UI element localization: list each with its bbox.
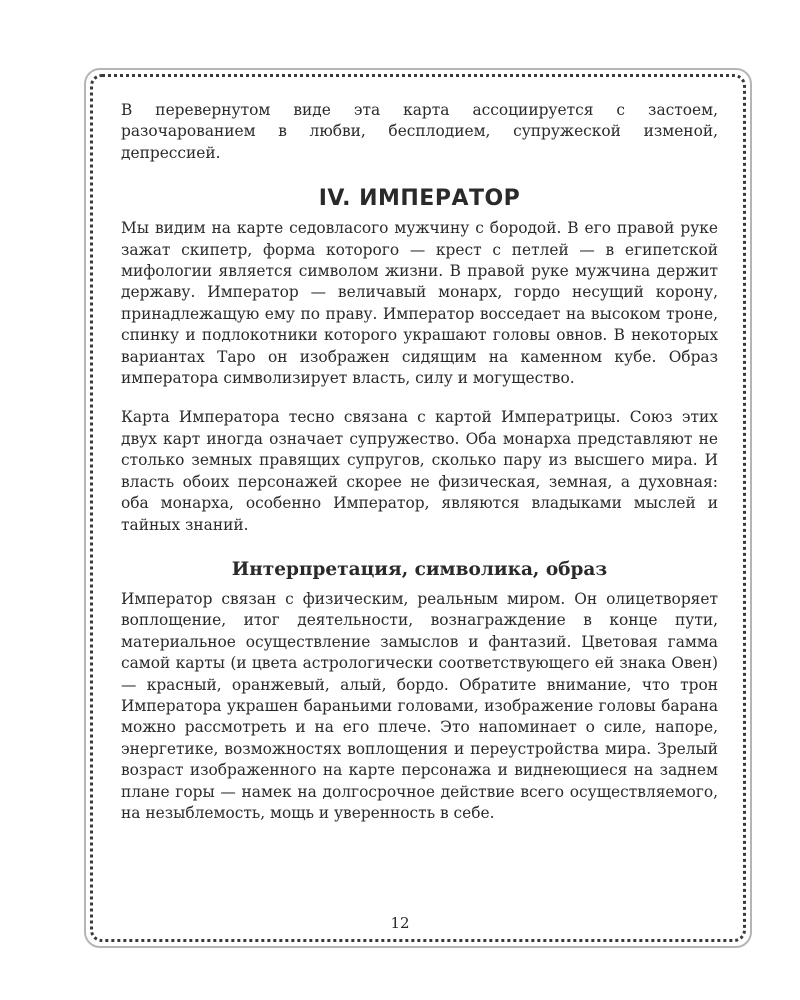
section-title: IV. ИМПЕРАТОР <box>318 186 521 212</box>
section-paragraph-2: Карта Императора тесно связана с картой Императрицы. Союз этих двух карт иногда означает супружество. Оба монарха представляют не столько земных правящих супругов, сколько пару из высшего мира. И власть обоих персонажей скорее не физическая, земная, а духовная: оба монарха, особенно Император, являются владыками мыслей и тайных знаний. <box>121 408 718 534</box>
page-content <box>121 100 718 824</box>
subsection-paragraph: Император связан с физическим, реальным миром. Он олицетворяет воплощение, итог деятельности, вознаграждение в конце пути, материальное осуществление замыслов и фантазий. Цветовая гамма самой карты (и цвета астрологически соответствующего ей знака Овен) — красный, оранжевый, алый, бордо. Обратите внимание, что трон Императора украшен бараньими головами, изображение головы барана можно рассмотреть и на его плече. Это напоминает о силе, напоре, энергетике, возможностях воплощения и переустройства мира. Зрелый возраст изображенного на карте персонажа и виднеющиеся на заднем плане горы — намек на долгосрочное действие всего осуществляемого, на незыблемость, мощь и уверенность в себе. <box>121 589 718 822</box>
subsection-title: Интерпретация, символика, образ <box>231 558 608 580</box>
page-number: 12 <box>390 914 410 932</box>
section-paragraph-1: Мы видим на карте седовласого мужчину с бородой. В его правой руке зажат скипетр, форма которого — крест с петлей — в египетской мифологии является символом жизни. В правой руке мужчина держит державу. Император — величавый монарх, гордо несущий корону, принадлежащую ему по праву. Император восседает на высоком троне, спинку и подлокотники которого украшают головы овнов. В некоторых вариантах Таро он изображен сидящим на каменном кубе. Образ императора символизирует власть, силу и могущество. <box>121 219 718 388</box>
intro-paragraph: В перевернутом виде эта карта ассоциируется с застоем, разочарованием в любви, бесплодием, супружеской изменой, депрессией. <box>121 101 718 162</box>
